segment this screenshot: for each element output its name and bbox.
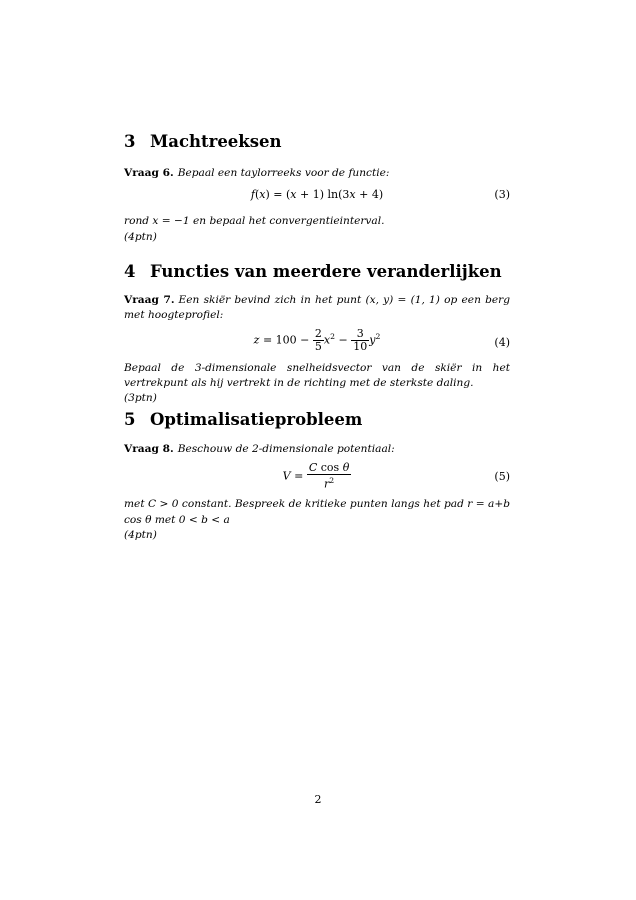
section-title: Optimalisatieprobleem [150,410,363,429]
equation-4 [124,328,510,358]
equation-body: f(x) = (x + 1) ln(3x + 4) [250,188,384,202]
question-text: met C > 0 constant. Bespreek de kritieke punten langs het pad r = a+b cos θ met 0 < b < a [124,498,510,526]
equation-number: (3) [494,188,510,202]
section-number: 4 [124,262,136,281]
equation-5 [124,462,510,492]
question-points: (3ptn) [124,392,157,405]
equation-number: (4) [494,335,510,349]
equation-3 [124,188,510,204]
question-text: Bepaal de 3-dimensionale snelheidsvector van de skiër in het vertrekpunt als hij vertrekt in de richting met de sterkste daling. [124,361,510,389]
section-title: Functies van meerdere veranderlijken [150,262,502,281]
equation-body: V = $\frac{\text{C cos θ}}{r^2}$ [282,461,350,491]
question-label: Vraag 6. [124,167,174,179]
question-7 [124,293,510,324]
equation-body: z = 100 − $\frac{2}{5}$ $x^2$ − $\frac{3}{10}$ $y^2$ [253,326,381,353]
section-heading [124,132,510,151]
equation-number: (5) [494,470,510,484]
question-intro: Bepaal een taylorreeks voor de functie: [177,167,390,179]
page-number: 2 [314,793,322,806]
section-heading [124,410,510,429]
question-intro: Beschouw de 2-dimensionale potentiaal: [177,443,395,455]
section-title: Machtreeksen [150,132,282,151]
question-intro: Een skiër bevind zich in het punt (x, y) = (1, 1) op een berg met hoogteprofiel: [124,294,511,322]
section-optimalisatie [124,410,510,543]
question-points: (4ptn) [124,528,157,541]
question-label: Vraag 7. [124,294,175,306]
section-functies [124,262,510,406]
section-machtreeksen [124,132,510,245]
question-points: (4ptn) [124,230,157,243]
section-number: 3 [124,132,136,151]
question-text: rond x = −1 en bepaal het convergentieinterval. [124,215,385,228]
question-label: Vraag 8. [124,443,174,455]
section-heading [124,262,510,281]
question-6 [124,166,510,181]
section-number: 5 [124,410,136,429]
question-8 [124,442,510,457]
